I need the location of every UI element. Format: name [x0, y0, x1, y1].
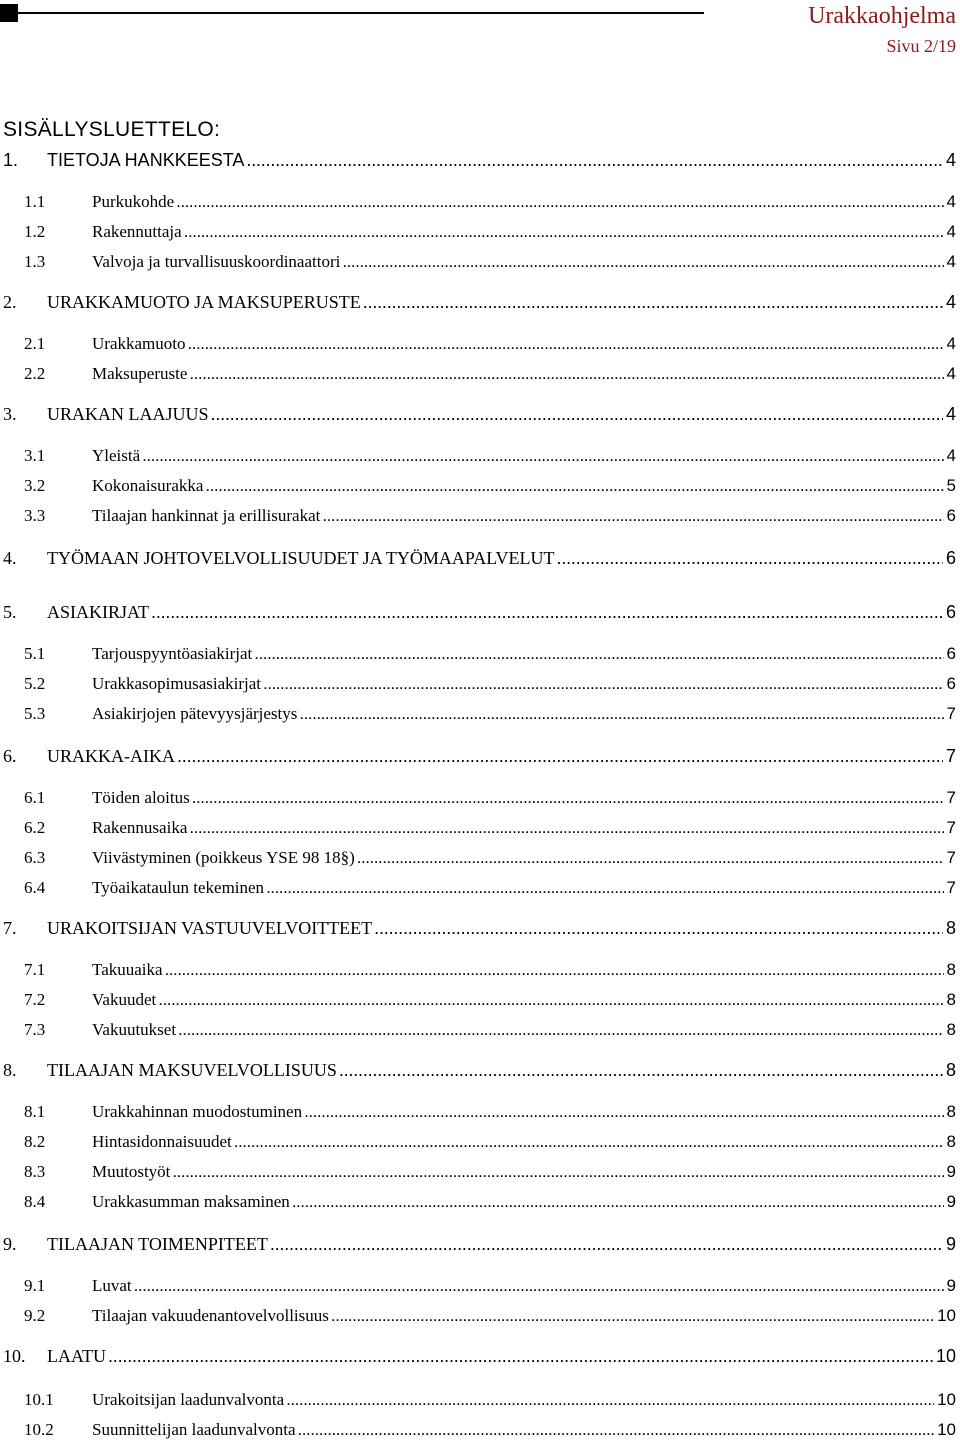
toc-entry[interactable] [0, 474, 960, 498]
dot-leader [142, 444, 943, 468]
toc-entry[interactable] [0, 786, 960, 810]
dot-leader [363, 290, 943, 314]
toc-entry-title: Tilaajan hankinnat ja erillisurakat [92, 506, 321, 525]
toc-entry-line [92, 332, 956, 356]
toc-entry-number: 9.2 [24, 1306, 46, 1325]
toc-entry-title: LAATU [47, 1346, 106, 1366]
toc-entry-line [92, 642, 956, 666]
toc-entry-page: 8 [945, 918, 956, 938]
toc-entry-page: 7 [946, 878, 956, 897]
toc-entry-number: 10. [3, 1346, 26, 1366]
header-marker-block [0, 4, 18, 22]
toc-entry-line [47, 744, 956, 768]
dot-leader [158, 988, 943, 1012]
toc-entry-title: Vakuudet [92, 990, 157, 1009]
toc-entry-title: ASIAKIRJAT [47, 602, 150, 622]
toc-entry-line [92, 1130, 956, 1154]
toc-entry-number: 2.2 [24, 364, 46, 383]
toc-entry-line [92, 1018, 956, 1042]
toc-entry-number: 6.1 [24, 788, 46, 807]
toc-entry[interactable] [0, 846, 960, 870]
toc-entry-line [92, 846, 956, 870]
toc-entry[interactable] [0, 1388, 960, 1412]
toc-entry-number: 10.1 [24, 1390, 54, 1409]
dot-leader [331, 1304, 934, 1328]
toc-entry[interactable] [0, 672, 960, 696]
toc-entry-line [47, 1344, 956, 1368]
toc-entry[interactable] [0, 816, 960, 840]
toc-entry-number: 3.3 [24, 506, 46, 525]
toc-entry[interactable] [0, 444, 960, 468]
toc-entry-page: 10 [937, 1420, 956, 1439]
toc-entry-title: Rakennusaika [92, 818, 188, 837]
dot-leader [266, 876, 943, 900]
toc-entry-number: 8.4 [24, 1192, 46, 1211]
toc-entry-page: 9 [945, 1234, 956, 1254]
toc-entry-page: 9 [946, 1276, 956, 1295]
toc-entry[interactable] [0, 1274, 960, 1298]
toc-entry-title: Viivästyminen (poikkeus YSE 98 18§) [92, 848, 355, 867]
toc-heading: SISÄLLYSLUETTELO: [3, 118, 221, 141]
toc-entry-line [47, 916, 956, 940]
toc-entry-title: Valvoja ja turvallisuuskoordinaattori [92, 252, 341, 271]
toc-entry-number: 7. [3, 918, 17, 938]
toc-entry-number: 6.3 [24, 848, 46, 867]
toc-entry-number: 3.1 [24, 446, 46, 465]
toc-entry[interactable] [0, 250, 960, 274]
toc-entry-number: 6.4 [24, 878, 46, 897]
dot-leader [178, 1018, 943, 1042]
toc-entry-number: 6.2 [24, 818, 46, 837]
toc-entry-line [92, 1418, 956, 1442]
toc-entry[interactable] [0, 1130, 960, 1154]
dot-leader [165, 958, 944, 982]
toc-entry-line [47, 1058, 956, 1082]
toc-entry-page: 6 [946, 674, 956, 693]
toc-entry-title: Hintasidonnaisuudet [92, 1132, 232, 1151]
toc-entry-number: 7.1 [24, 960, 46, 979]
dot-leader [134, 1274, 944, 1298]
toc-entry[interactable] [0, 402, 960, 426]
toc-entry-page: 6 [946, 644, 956, 663]
toc-entry-title: Töiden aloitus [92, 788, 190, 807]
toc-entry-number: 5. [3, 602, 17, 622]
toc-entry[interactable] [0, 1058, 960, 1082]
toc-entry[interactable] [0, 958, 960, 982]
toc-entry-title: Suunnittelijan laadunvalvonta [92, 1420, 296, 1439]
toc-entry-page: 4 [946, 222, 956, 241]
toc-entry-page: 4 [946, 364, 956, 383]
toc-entry-number: 1.3 [24, 252, 46, 271]
toc-entry[interactable] [0, 1418, 960, 1442]
toc-entry-line [92, 1388, 956, 1412]
dot-leader [184, 220, 944, 244]
toc-entry-number: 1.1 [24, 192, 46, 211]
dot-leader [304, 1100, 943, 1124]
header-rule [18, 12, 704, 14]
toc-entry-number: 9. [3, 1234, 17, 1254]
toc-entry[interactable] [0, 916, 960, 940]
toc-entry-line [92, 816, 956, 840]
toc-entry[interactable] [0, 1100, 960, 1124]
dot-leader [357, 846, 944, 870]
toc-entry-page: 4 [946, 252, 956, 271]
dot-leader [342, 250, 943, 274]
toc-entry-page: 4 [945, 404, 956, 424]
toc-entry-page: 4 [946, 334, 956, 353]
toc-entry[interactable] [0, 546, 960, 570]
dot-leader [176, 190, 943, 214]
toc-entry-number: 8.1 [24, 1102, 46, 1121]
toc-entry-number: 5.2 [24, 674, 46, 693]
toc-entry-line [92, 958, 956, 982]
toc-entry-number: 7.3 [24, 1020, 46, 1039]
toc-entry[interactable] [0, 600, 960, 624]
toc-entry-page: 6 [946, 506, 956, 525]
toc-entry[interactable] [0, 1160, 960, 1184]
toc-entry[interactable] [0, 876, 960, 900]
toc-entry-line [47, 290, 956, 314]
toc-entry[interactable] [0, 332, 960, 356]
toc-entry-page: 10 [937, 1306, 956, 1325]
toc-entry[interactable] [0, 362, 960, 386]
toc-entry-title: Urakkamuoto [92, 334, 186, 353]
toc-entry-page: 8 [946, 960, 956, 979]
toc-entry[interactable] [0, 744, 960, 768]
toc-entry-line [92, 1190, 956, 1214]
toc-entry[interactable] [0, 1018, 960, 1042]
toc-entry[interactable] [0, 220, 960, 244]
toc-entry-page: 4 [946, 446, 956, 465]
toc-entry-title: Asiakirjojen pätevyysjärjestys [92, 704, 298, 723]
toc-entry[interactable] [0, 148, 960, 172]
toc-entry-page: 8 [945, 1060, 956, 1080]
toc-entry-line [92, 786, 956, 810]
toc-entry[interactable] [0, 1232, 960, 1256]
toc-entry-page: 9 [946, 1162, 956, 1181]
toc-entry-number: 3. [3, 404, 17, 424]
toc-entry-line [92, 988, 956, 1012]
toc-entry-page: 7 [946, 788, 956, 807]
toc-entry-line [92, 362, 956, 386]
toc-entry-page: 7 [945, 746, 956, 766]
toc-entry-title: Purkukohde [92, 192, 175, 211]
toc-entry-line [92, 1304, 956, 1328]
toc-entry-title: URAKKAMUOTO JA MAKSUPERUSTE [47, 292, 361, 312]
toc-entry-page: 8 [946, 1102, 956, 1121]
dot-leader [108, 1344, 933, 1368]
toc-entry-page: 8 [946, 1132, 956, 1151]
toc-entry-title: TYÖMAAN JOHTOVELVOLLISUUDET JA TYÖMAAPALVELUT [47, 548, 555, 568]
toc-entry-title: TIETOJA HANKKEESTA [47, 150, 245, 170]
dot-leader [322, 504, 943, 528]
dot-leader [172, 1160, 943, 1184]
page-number: Sivu 2/19 [886, 36, 956, 56]
toc-entry-page: 4 [946, 192, 956, 211]
dot-leader [270, 1232, 943, 1256]
toc-entry-number: 6. [3, 746, 17, 766]
toc-entry-page: 10 [937, 1390, 956, 1409]
toc-entry-page: 4 [945, 150, 956, 170]
toc-entry-number: 10.2 [24, 1420, 54, 1439]
toc-entry-title: URAKKA-AIKA [47, 746, 175, 766]
toc-entry-page: 7 [946, 818, 956, 837]
toc-entry-page: 6 [945, 602, 956, 622]
toc-entry-title: Maksuperuste [92, 364, 188, 383]
dot-leader [189, 362, 943, 386]
toc-entry-title: Urakkasumman maksaminen [92, 1192, 290, 1211]
toc-entry[interactable] [0, 702, 960, 726]
toc-entry-title: Tilaajan vakuudenantovelvollisuus [92, 1306, 329, 1325]
dot-leader [205, 474, 943, 498]
toc-entry-line [47, 600, 956, 624]
toc-entry-title: URAKOITSIJAN VASTUUVELVOITTEET [47, 918, 373, 938]
toc-entry-line [92, 1160, 956, 1184]
toc-entry-title: Urakkahinnan muodostuminen [92, 1102, 303, 1121]
toc-entry-title: Kokonaisurakka [92, 476, 204, 495]
toc-entry-line [92, 190, 956, 214]
toc-entry-line [92, 1274, 956, 1298]
toc-entry-number: 8.3 [24, 1162, 46, 1181]
toc-entry-number: 4. [3, 548, 17, 568]
dot-leader [234, 1130, 944, 1154]
dot-leader [151, 600, 943, 624]
toc-entry-number: 8.2 [24, 1132, 46, 1151]
toc-entry-title: Työaikataulun tekeminen [92, 878, 265, 897]
dot-leader [292, 1190, 944, 1214]
toc-entry-line [92, 876, 956, 900]
toc-entry[interactable] [0, 290, 960, 314]
dot-leader [298, 1418, 935, 1442]
dot-leader [246, 148, 943, 172]
dot-leader [299, 702, 943, 726]
toc-entry-line [47, 148, 956, 172]
toc-entry[interactable] [0, 190, 960, 214]
toc-entry-line [92, 444, 956, 468]
dot-leader [286, 1388, 934, 1412]
toc-entry-page: 5 [946, 476, 956, 495]
toc-entry-number: 2.1 [24, 334, 46, 353]
toc-entry-line [92, 250, 956, 274]
toc-entry-title: TILAAJAN MAKSUVELVOLLISUUS [47, 1060, 337, 1080]
toc-entry-page: 10 [935, 1346, 956, 1366]
toc-entry-title: Urakoitsijan laadunvalvonta [92, 1390, 285, 1409]
toc-entry-title: Luvat [92, 1276, 132, 1295]
toc-entry-number: 8. [3, 1060, 17, 1080]
dot-leader [557, 546, 943, 570]
toc-entry-number: 7.2 [24, 990, 46, 1009]
toc-entry-page: 7 [946, 704, 956, 723]
toc-entry-page: 8 [946, 1020, 956, 1039]
toc-entry-number: 1. [3, 150, 19, 170]
toc-entry[interactable] [0, 988, 960, 1012]
toc-entry-number: 5.3 [24, 704, 46, 723]
dot-leader [211, 402, 943, 426]
toc-entry-line [92, 1100, 956, 1124]
toc-entry-page: 9 [946, 1192, 956, 1211]
dot-leader [339, 1058, 943, 1082]
toc-entry-title: Urakkasopimusasiakirjat [92, 674, 262, 693]
dot-leader [263, 672, 944, 696]
toc-entry[interactable] [0, 1304, 960, 1328]
toc-entry-number: 2. [3, 292, 17, 312]
toc-entry-line [92, 672, 956, 696]
dot-leader [374, 916, 943, 940]
dot-leader [177, 744, 943, 768]
toc-entry-number: 1.2 [24, 222, 46, 241]
toc-entry-number: 5.1 [24, 644, 46, 663]
dot-leader [189, 816, 943, 840]
toc-entry[interactable] [0, 642, 960, 666]
dot-leader [192, 786, 944, 810]
toc-entry[interactable] [0, 504, 960, 528]
toc-entry[interactable] [0, 1190, 960, 1214]
toc-entry-page: 6 [945, 548, 956, 568]
toc-entry-title: Vakuutukset [92, 1020, 177, 1039]
toc-entry-page: 4 [945, 292, 956, 312]
dot-leader [187, 332, 943, 356]
toc-entry-page: 8 [946, 990, 956, 1009]
toc-entry-number: 3.2 [24, 476, 46, 495]
toc-entry-title: Rakennuttaja [92, 222, 182, 241]
toc-entry-title: Yleistä [92, 446, 141, 465]
toc-entry-number: 9.1 [24, 1276, 46, 1295]
toc-entry-line [47, 1232, 956, 1256]
toc-entry-line [92, 220, 956, 244]
document-title: Urakkaohjelma [808, 3, 956, 29]
toc-entry-title: Muutostyöt [92, 1162, 171, 1181]
toc-entry-title: URAKAN LAAJUUS [47, 404, 209, 424]
toc-entry-title: Tarjouspyyntöasiakirjat [92, 644, 253, 663]
dot-leader [254, 642, 943, 666]
toc-entry-title: Takuuaika [92, 960, 163, 979]
toc-entry-title: TILAAJAN TOIMENPITEET [47, 1234, 268, 1254]
toc-entry-line [92, 702, 956, 726]
toc-entry-line [47, 546, 956, 570]
toc-entry-line [92, 504, 956, 528]
toc-entry-line [47, 402, 956, 426]
toc-entry[interactable] [0, 1344, 960, 1368]
toc-entry-page: 7 [946, 848, 956, 867]
toc-entry-line [92, 474, 956, 498]
